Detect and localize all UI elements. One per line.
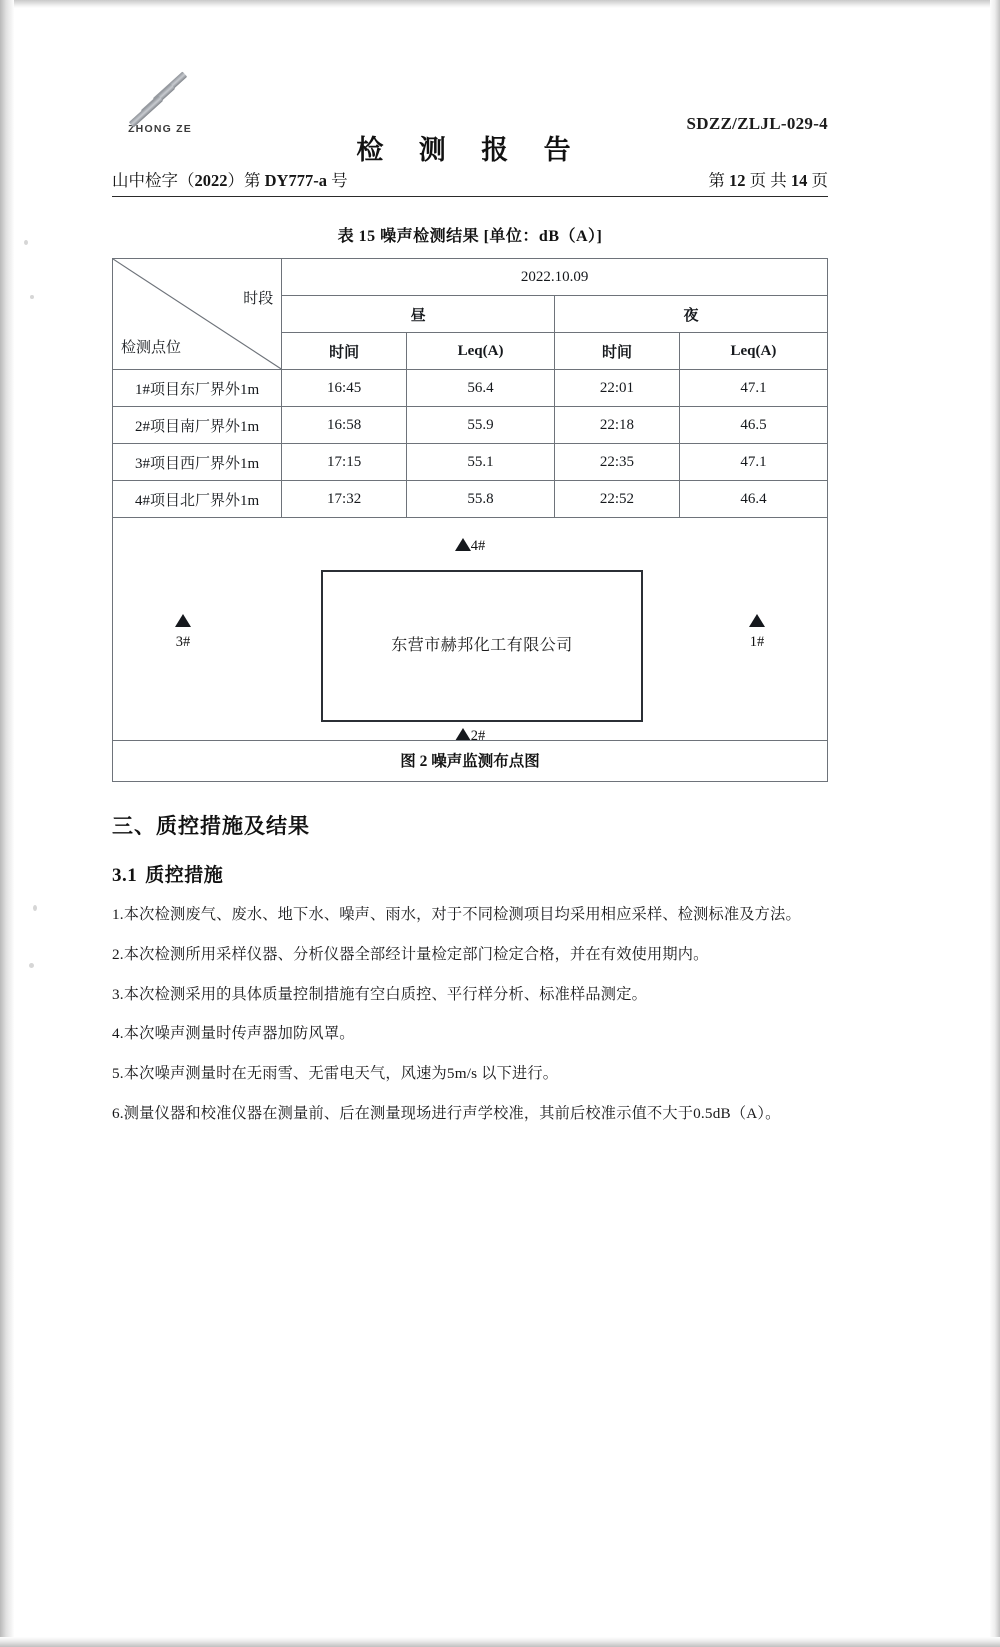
page-title: 检 测 报 告 bbox=[356, 135, 584, 166]
triangle-marker-icon bbox=[749, 614, 765, 627]
report-subheader bbox=[112, 162, 828, 197]
table-row bbox=[113, 481, 828, 518]
monitor-point-south-label: 2# bbox=[470, 728, 486, 744]
cell-night-time: 22:01 bbox=[555, 370, 680, 407]
table-header-day-leq: Leq(A) bbox=[407, 333, 555, 370]
cell-day-leq: 55.8 bbox=[407, 481, 555, 518]
list-item: 1.本次检测废气、废水、地下水、噪声、雨水，对于不同检测项目均采用相应采样、检测标准及方法。 bbox=[112, 906, 801, 923]
list-item: 2.本次检测所用采样仪器、分析仪器全部经计量检定部门检定合格，并在有效使用期内。 bbox=[112, 945, 709, 963]
table-header-night-time: 时间 bbox=[555, 333, 680, 370]
corner-label-period: 时段 bbox=[243, 291, 274, 307]
table-header-day: 昼 bbox=[282, 296, 555, 333]
scan-speck bbox=[30, 295, 34, 299]
table-row bbox=[113, 444, 828, 481]
scan-speck bbox=[24, 240, 28, 245]
page-number: 第 12 页 共 14 页 bbox=[708, 171, 828, 190]
cell-day-time: 16:58 bbox=[282, 407, 407, 444]
triangle-marker-icon bbox=[175, 614, 191, 627]
list-item: 3.本次检测采用的具体质量控制措施有空白质控、平行样分析、标准样品测定。 bbox=[112, 985, 647, 1003]
cell-night-time: 22:18 bbox=[555, 407, 680, 444]
company-logo bbox=[112, 78, 208, 135]
document-code: SDZZ/ZLJL-029-4 bbox=[686, 114, 828, 133]
cell-day-time: 16:45 bbox=[282, 370, 407, 407]
table-date-cell: 2022.10.09 bbox=[282, 259, 828, 296]
cell-point: 3#项目西厂界外1m bbox=[113, 444, 282, 481]
monitor-point-west-label: 3# bbox=[175, 634, 191, 650]
scan-edge-bottom bbox=[0, 1637, 1000, 1647]
monitor-point-south bbox=[113, 728, 827, 745]
monitor-point-west bbox=[165, 614, 201, 651]
cell-night-leq: 47.1 bbox=[679, 370, 827, 407]
factory-name: 东营市赫邦化工有限公司 bbox=[391, 637, 573, 654]
scan-edge-right bbox=[990, 0, 1000, 1647]
scan-edge-top bbox=[0, 0, 1000, 8]
triangle-marker-icon bbox=[455, 538, 471, 551]
corner-label-point: 检测点位 bbox=[121, 340, 182, 356]
table-header-day-time: 时间 bbox=[282, 333, 407, 370]
cell-day-leq: 55.9 bbox=[407, 407, 555, 444]
figure-divider bbox=[113, 740, 827, 741]
table-row bbox=[113, 407, 828, 444]
cell-night-leq: 47.1 bbox=[679, 444, 827, 481]
report-number: 山中检字（2022）第 DY777-a 号 bbox=[112, 171, 348, 190]
scan-edge-left bbox=[0, 0, 14, 1647]
scan-speck bbox=[29, 963, 34, 968]
cell-night-time: 22:35 bbox=[555, 444, 680, 481]
cell-night-time: 22:52 bbox=[555, 481, 680, 518]
subsection-title: 质控措施 bbox=[145, 865, 224, 886]
monitor-point-north-label: 4# bbox=[470, 538, 486, 554]
list-item: 5.本次噪声测量时在无雨雪、无雷电天气，风速为5m/s 以下进行。 bbox=[112, 1065, 559, 1083]
list-item: 6.测量仪器和校准仪器在测量前、后在测量现场进行声学校准，其前后校准示值不大于0.5dB（A）。 bbox=[112, 1104, 781, 1122]
cell-day-leq: 55.1 bbox=[407, 444, 555, 481]
cell-point: 4#项目北厂界外1m bbox=[113, 481, 282, 518]
page-header bbox=[112, 70, 828, 166]
cell-day-time: 17:15 bbox=[282, 444, 407, 481]
subsection-number: 3.1 bbox=[112, 865, 138, 886]
logo-mark-icon bbox=[124, 78, 196, 122]
table-header-night: 夜 bbox=[555, 296, 828, 333]
cell-day-leq: 56.4 bbox=[407, 370, 555, 407]
table-row bbox=[113, 370, 828, 407]
subsection-heading bbox=[112, 860, 828, 887]
table-corner-cell bbox=[113, 259, 282, 370]
cell-day-time: 17:32 bbox=[282, 481, 407, 518]
page-content bbox=[112, 70, 828, 1126]
cell-point: 1#项目东厂界外1m bbox=[113, 370, 282, 407]
cell-point: 2#项目南厂界外1m bbox=[113, 407, 282, 444]
monitor-point-east-label: 1# bbox=[749, 634, 765, 650]
table-header-row-date bbox=[113, 259, 828, 296]
list-item: 4.本次噪声测量时传声器加防风罩。 bbox=[112, 1025, 355, 1043]
section-heading: 三、质控措施及结果 bbox=[112, 814, 310, 838]
monitor-point-north bbox=[113, 538, 827, 555]
table-header-night-leq: Leq(A) bbox=[679, 333, 827, 370]
cell-night-leq: 46.4 bbox=[679, 481, 827, 518]
monitor-point-east bbox=[739, 614, 775, 651]
figure-caption: 图 2 噪声监测布点图 bbox=[400, 753, 540, 770]
factory-boundary-box bbox=[321, 570, 643, 722]
cell-night-leq: 46.5 bbox=[679, 407, 827, 444]
table-caption: 表 15 噪声检测结果 [单位：dB（A）] bbox=[337, 228, 603, 245]
noise-results-table bbox=[112, 258, 828, 518]
logo-wordmark: ZHONG ZE bbox=[128, 123, 192, 135]
noise-monitoring-diagram bbox=[112, 518, 828, 782]
scan-speck bbox=[33, 905, 37, 911]
